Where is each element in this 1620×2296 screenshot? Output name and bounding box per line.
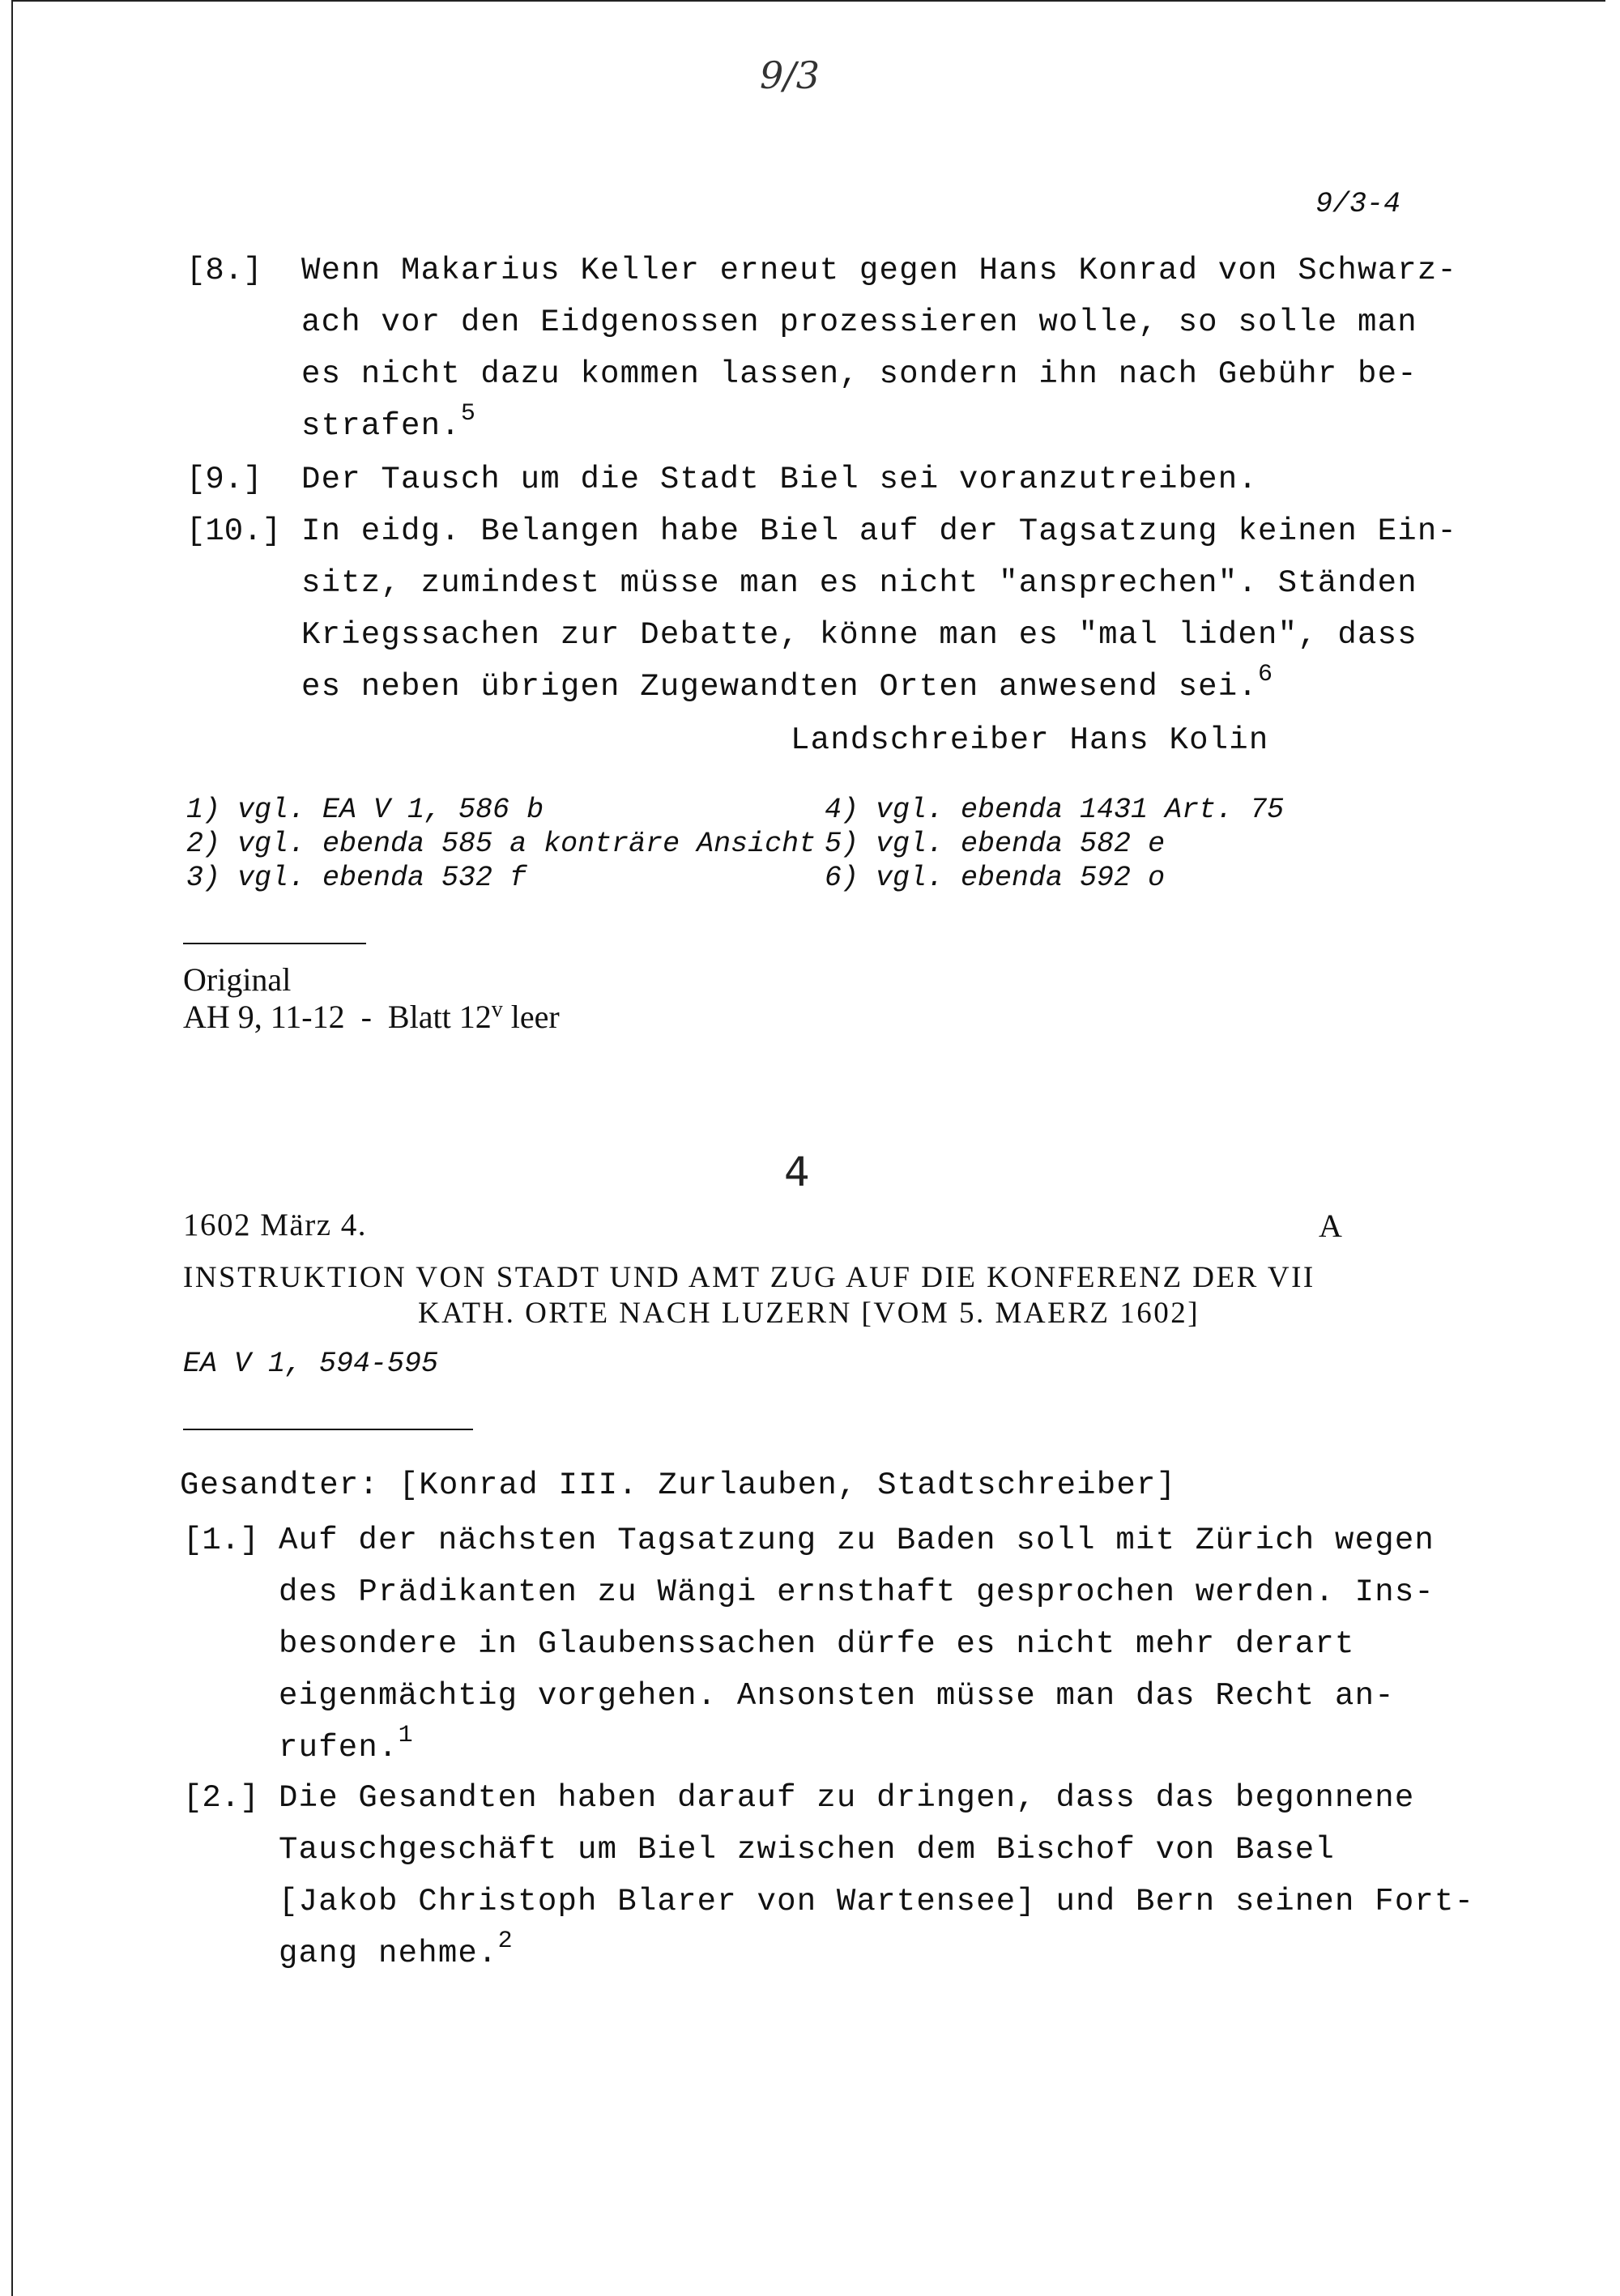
- footnote-1: 1) vgl. EA V 1, 586 b: [186, 794, 544, 826]
- footnote-6: 6) vgl. ebenda 592 o: [825, 862, 1166, 894]
- item-10-line: Kriegssachen zur Debatte, könne man es "mal liden", dass: [301, 617, 1418, 653]
- envoy-line: Gesandter: [Konrad III. Zurlauben, Stadtschreiber]: [180, 1467, 1177, 1503]
- document-reference: EA V 1, 594-595: [183, 1348, 439, 1380]
- doc4-footnote-ref-2: 2: [497, 1928, 514, 1955]
- doc4-item-number-2: [2.]: [183, 1780, 259, 1816]
- item-8-line: [301, 400, 477, 444]
- page-reference: 9/3-4: [1315, 188, 1401, 220]
- doc4-item-1-last-line-text: rufen.: [279, 1730, 399, 1766]
- item-10-line: In eidg. Belangen habe Biel auf der Tagsatzung keinen Ein-: [301, 513, 1458, 549]
- doc4-item-2-last-line-text: gang nehme.: [279, 1936, 498, 1971]
- handwritten-page-number: 9/3: [760, 53, 821, 97]
- source-label: Original: [183, 961, 292, 998]
- doc4-item-2-line: [Jakob Christoph Blarer von Wartensee] und Bern seinen Fort-: [279, 1884, 1475, 1919]
- footnote-4: 4) vgl. ebenda 1431 Art. 75: [825, 794, 1285, 826]
- document-title-line2: KATH. ORTE NACH LUZERN [VOM 5. MAERZ 1602]: [418, 1297, 1200, 1330]
- doc4-footnote-ref-1: 1: [398, 1722, 414, 1749]
- doc4-item-number-1: [1.]: [183, 1523, 259, 1558]
- footnote-5: 5) vgl. ebenda 582 e: [825, 828, 1166, 860]
- footnote-2: 2) vgl. ebenda 585 a konträre Ansicht: [186, 828, 816, 860]
- doc4-item-1-line: [279, 1722, 414, 1766]
- source-reference: [183, 998, 560, 1036]
- source-ref-suffix: leer: [502, 999, 560, 1035]
- doc4-item-1-line: Auf der nächsten Tagsatzung zu Baden soll mit Zürich wegen: [279, 1523, 1435, 1558]
- item-8-last-line-text: strafen.: [301, 408, 461, 444]
- footnote-ref-6: 6: [1257, 661, 1274, 688]
- source-ref-prefix: AH 9, 11-12 - Blatt 12: [183, 999, 492, 1035]
- item-10-line: sitz, zumindest müsse man es nicht "ansprechen". Ständen: [301, 565, 1418, 601]
- item-10-line: [301, 661, 1274, 705]
- document-title-line1: INSTRUKTION VON STADT UND AMT ZUG AUF DIE KONFERENZ DER VII: [183, 1261, 1315, 1294]
- item-8-line: Wenn Makarius Keller erneut gegen Hans Konrad von Schwarz-: [301, 253, 1458, 288]
- signature: Landschreiber Hans Kolin: [791, 722, 1269, 758]
- doc4-item-2-line: Tauschgeschäft um Biel zwischen dem Bischof von Basel: [279, 1832, 1336, 1868]
- item-8-line: ach vor den Eidgenossen prozessieren wolle, so solle man: [301, 305, 1418, 340]
- item-number-10: [10.]: [186, 513, 282, 549]
- reference-divider: [183, 1429, 473, 1430]
- document-letter: A: [1319, 1208, 1342, 1244]
- doc4-item-2-line: [279, 1928, 514, 1971]
- item-number-9: [9.]: [186, 462, 262, 497]
- item-9-line: Der Tausch um die Stadt Biel sei voranzutreiben.: [301, 462, 1258, 497]
- footnote-ref-5: 5: [460, 400, 477, 428]
- footnote-divider: [183, 943, 366, 944]
- item-8-line: es nicht dazu kommen lassen, sondern ihn nach Gebühr be-: [301, 356, 1418, 392]
- document-number: 4: [784, 1148, 810, 1195]
- doc4-item-1-line: des Prädikanten zu Wängi ernsthaft gesprochen werden. Ins-: [279, 1574, 1435, 1610]
- document-date: 1602 März 4.: [183, 1208, 368, 1242]
- item-number-8: [8.]: [186, 253, 262, 288]
- doc4-item-2-line: Die Gesandten haben darauf zu dringen, dass das begonnene: [279, 1780, 1415, 1816]
- item-10-last-line-text: es neben übrigen Zugewandten Orten anwesend sei.: [301, 669, 1258, 705]
- doc4-item-1-line: eigenmächtig vorgehen. Ansonsten müsse man das Recht an-: [279, 1678, 1395, 1714]
- source-ref-superscript: v: [491, 997, 503, 1022]
- footnote-3: 3) vgl. ebenda 532 f: [186, 862, 527, 894]
- doc4-item-1-line: besondere in Glaubenssachen dürfe es nicht mehr derart: [279, 1626, 1355, 1662]
